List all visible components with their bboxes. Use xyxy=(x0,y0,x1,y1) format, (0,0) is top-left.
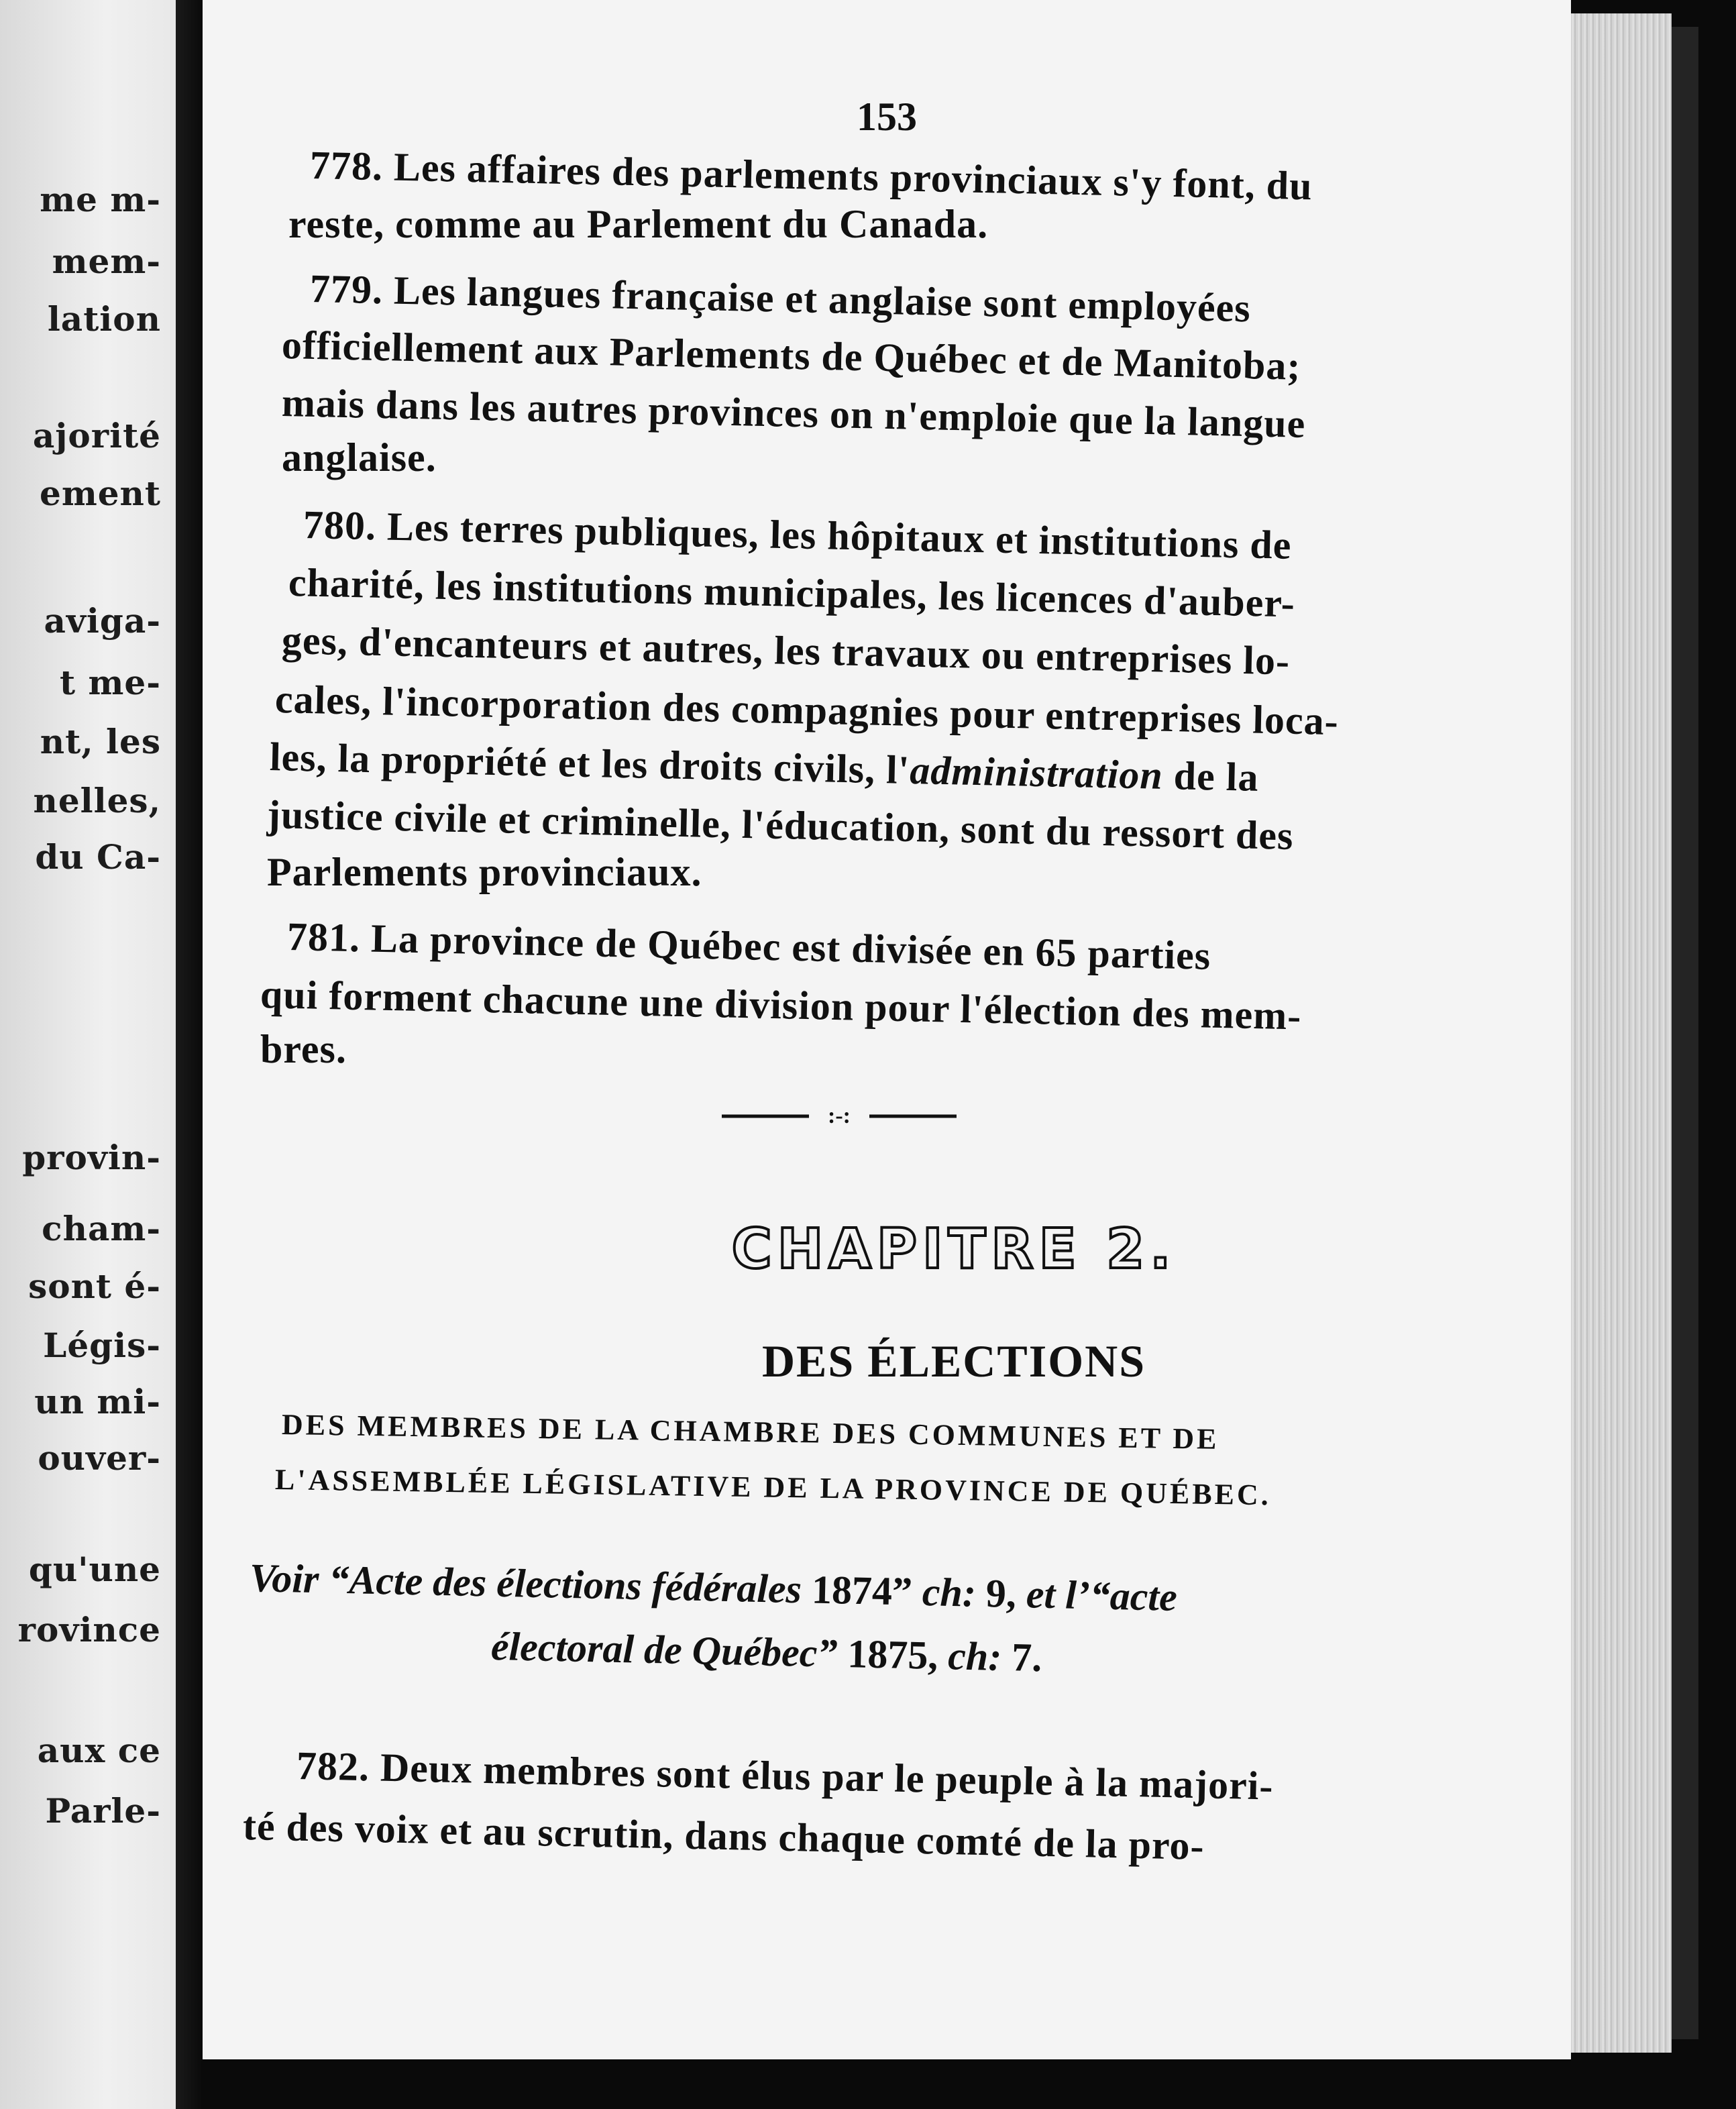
left-page-line: aviga- xyxy=(44,601,161,641)
left-page-line: aux ce xyxy=(37,1731,161,1770)
left-page-line: lation xyxy=(47,299,161,339)
book-gutter xyxy=(176,0,203,2109)
paragraph-778-line-2: reste, comme au Parlement du Canada. xyxy=(288,202,989,246)
left-page-line: ouver- xyxy=(38,1438,161,1478)
reference-ch-label-1: ch: xyxy=(922,1570,977,1615)
left-page-line: cham- xyxy=(42,1209,161,1248)
paragraph-780-line-2: charité, les institutions municipales, les licences d'auber- xyxy=(288,560,1296,626)
paragraph-781-line-3: bres. xyxy=(260,1027,347,1071)
paragraph-780-line-7: Parlements provinciaux. xyxy=(267,850,702,894)
paragraph-781-line-1: 781. La province de Québec est divisée en 65 parties xyxy=(286,914,1211,978)
paragraph-780-line-6: justice civile et criminelle, l'éducation, sont du ressort des xyxy=(266,792,1295,859)
reference-ch-1: 9, xyxy=(975,1570,1027,1617)
paragraph-779-line-2: officiellement aux Parlements de Québec et de Manitoba; xyxy=(281,323,1302,388)
reference-electoral: électoral de Québec” xyxy=(490,1624,838,1676)
paragraph-780-line-5-tail: de la xyxy=(1162,753,1260,800)
reference-year-1: 1874” xyxy=(801,1567,923,1615)
paragraph-778-line-1: 778. Les affaires des parlements provinciaux s'y font, du xyxy=(309,143,1313,209)
left-page-line: Parle- xyxy=(45,1791,161,1831)
page-stack-edge xyxy=(1571,13,1672,2053)
left-page-line: sont é- xyxy=(28,1266,161,1306)
reference-ch-label-2: ch: xyxy=(947,1633,1003,1679)
left-page-line: du Ca- xyxy=(35,837,161,877)
book-page xyxy=(203,0,1571,2059)
chapter-title: CHAPITRE 2. xyxy=(731,1218,1177,1281)
left-page-line: ement xyxy=(40,474,161,513)
left-page-line: mem- xyxy=(52,241,161,281)
reference-line-1 xyxy=(249,1555,1177,1621)
subtitle-line-1: DES MEMBRES DE LA CHAMBRE DES COMMUNES ET DE xyxy=(281,1408,1219,1456)
paragraph-779-line-1: 779. Les langues française et anglaise sont employées xyxy=(309,266,1252,331)
paragraph-780-line-1: 780. Les terres publiques, les hôpitaux et institutions de xyxy=(303,502,1293,567)
left-page-line: un mi- xyxy=(34,1382,161,1421)
left-page-line: provin- xyxy=(22,1138,161,1177)
paragraph-782-line-2: té des voix et au scrutin, dans chaque comté de la pro- xyxy=(242,1804,1205,1869)
section-title: DES ÉLECTIONS xyxy=(761,1336,1146,1387)
subtitle-line-2: L'ASSEMBLÉE LÉGISLATIVE DE LA PROVINCE DE QUÉBEC. xyxy=(274,1463,1272,1512)
left-page-line: nt, les xyxy=(40,722,161,761)
paragraph-779-line-4: anglaise. xyxy=(282,435,437,480)
paragraph-780-line-5 xyxy=(269,734,1259,801)
left-page-line: ajorité xyxy=(32,416,161,455)
section-divider xyxy=(722,1105,957,1126)
left-page-line: t me- xyxy=(60,663,161,702)
reference-year-2: 1875, xyxy=(836,1631,949,1678)
italic-word: administration xyxy=(909,748,1164,798)
left-page-line: me m- xyxy=(40,180,161,219)
left-page-line: rovince xyxy=(17,1610,161,1650)
paragraph-782-line-1: 782. Deux membres sont élus par le peuple à la majori- xyxy=(296,1743,1274,1808)
reference-et: et l’“acte xyxy=(1026,1572,1178,1619)
reference-voir: Voir “Acte des élections fédérales xyxy=(249,1556,802,1612)
reference-line-2 xyxy=(490,1623,1042,1681)
left-page-line: nelles, xyxy=(33,781,161,820)
paragraph-780-line-3: ges, d'encanteurs et autres, les travaux ou entreprises lo- xyxy=(281,618,1291,684)
left-page-fragment xyxy=(0,0,176,2109)
paragraph-780-line-4: cales, l'incorporation des compagnies pour entreprises loca- xyxy=(274,677,1340,744)
left-page-line: qu'une xyxy=(28,1550,161,1589)
divider-glyphs: :-: xyxy=(828,1105,851,1126)
paragraph-779-line-3: mais dans les autres provinces on n'emploie que la langue xyxy=(281,380,1306,446)
paragraph-781-line-2: qui forment chacune une division pour l'élection des mem- xyxy=(260,972,1302,1038)
paragraph-780-line-5-text: les, la propriété et les droits civils, l' xyxy=(269,735,911,792)
left-page-line: Légis- xyxy=(43,1326,161,1365)
book-cover-edge xyxy=(1672,27,1698,2039)
reference-ch-2: 7. xyxy=(1001,1634,1042,1680)
page-number: 153 xyxy=(857,95,917,139)
